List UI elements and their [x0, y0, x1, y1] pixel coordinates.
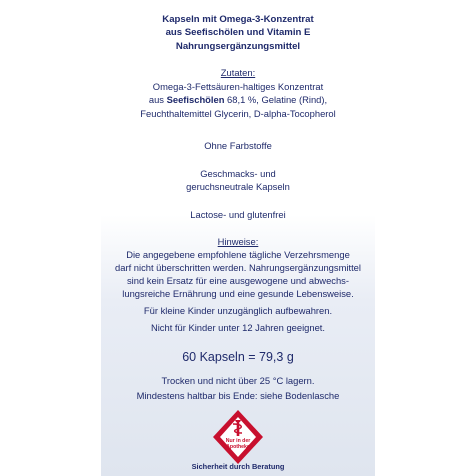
- storage-line-2: Mindestens haltbar bis Ende: siehe Bodenlasche: [136, 390, 340, 401]
- notes-line-3: sind kein Ersatz für eine ausgewogene und abwechs-: [126, 275, 349, 286]
- product-label-panel: [101, 0, 375, 476]
- ingredients-line-1: Omega-3-Fettsäuren-haltiges Konzentrat: [152, 81, 324, 92]
- ingredients-line-2: [101, 94, 375, 105]
- storage-line-1: Trocken und nicht über 25 °C lagern.: [161, 375, 315, 386]
- children-warning-1: Für kleine Kinder unzugänglich aufbewahren.: [143, 305, 333, 316]
- product-title-line-2: aus Seefischölen und Vitamin E: [165, 27, 311, 38]
- lactose-gluten-free: Lactose- und glutenfrei: [190, 209, 286, 220]
- neutral-line-2: geruchsneutrale Kapseln: [186, 181, 290, 192]
- ingredients-fish-oil: Seefischölen: [166, 94, 225, 105]
- notes-line-2: darf nicht überschritten werden. Nahrungsergänzungsmittel: [115, 262, 361, 273]
- product-category: Nahrungsergänzungsmittel: [175, 41, 301, 52]
- neutral-line-1: Geschmacks- und: [200, 168, 276, 179]
- children-warning-2: Nicht für Kinder unter 12 Jahren geeignet.: [150, 322, 326, 333]
- no-colorants: Ohne Farbstoffe: [204, 140, 272, 151]
- package-quantity: 60 Kapseln = 79,3 g: [182, 350, 294, 364]
- product-title-line-1: Kapseln mit Omega-3-Konzentrat: [162, 14, 314, 25]
- notes-line-1: Die angegebene empfohlene tägliche Verzehrsmenge: [126, 249, 350, 260]
- logo-text-line-1: Nur in der: [225, 438, 251, 444]
- ingredients-line-2-rest: 68,1 %, Gelatine (Rind),: [224, 94, 328, 105]
- ingredients-heading: Zutaten:: [220, 67, 256, 78]
- notes-heading: Hinweise:: [217, 236, 259, 247]
- ingredients-line-2-prefix: aus: [148, 94, 167, 105]
- tagline: Sicherheit durch Beratung: [191, 462, 285, 471]
- ingredients-line-3: Feuchthaltemittel Glycerin, D-alpha-Tocopherol: [140, 108, 336, 119]
- notes-line-4: lungsreiche Ernährung und eine gesunde Lebensweise.: [122, 288, 354, 299]
- logo-text-line-2: Apotheke: [226, 444, 250, 450]
- pharmacy-only-logo: [209, 408, 267, 466]
